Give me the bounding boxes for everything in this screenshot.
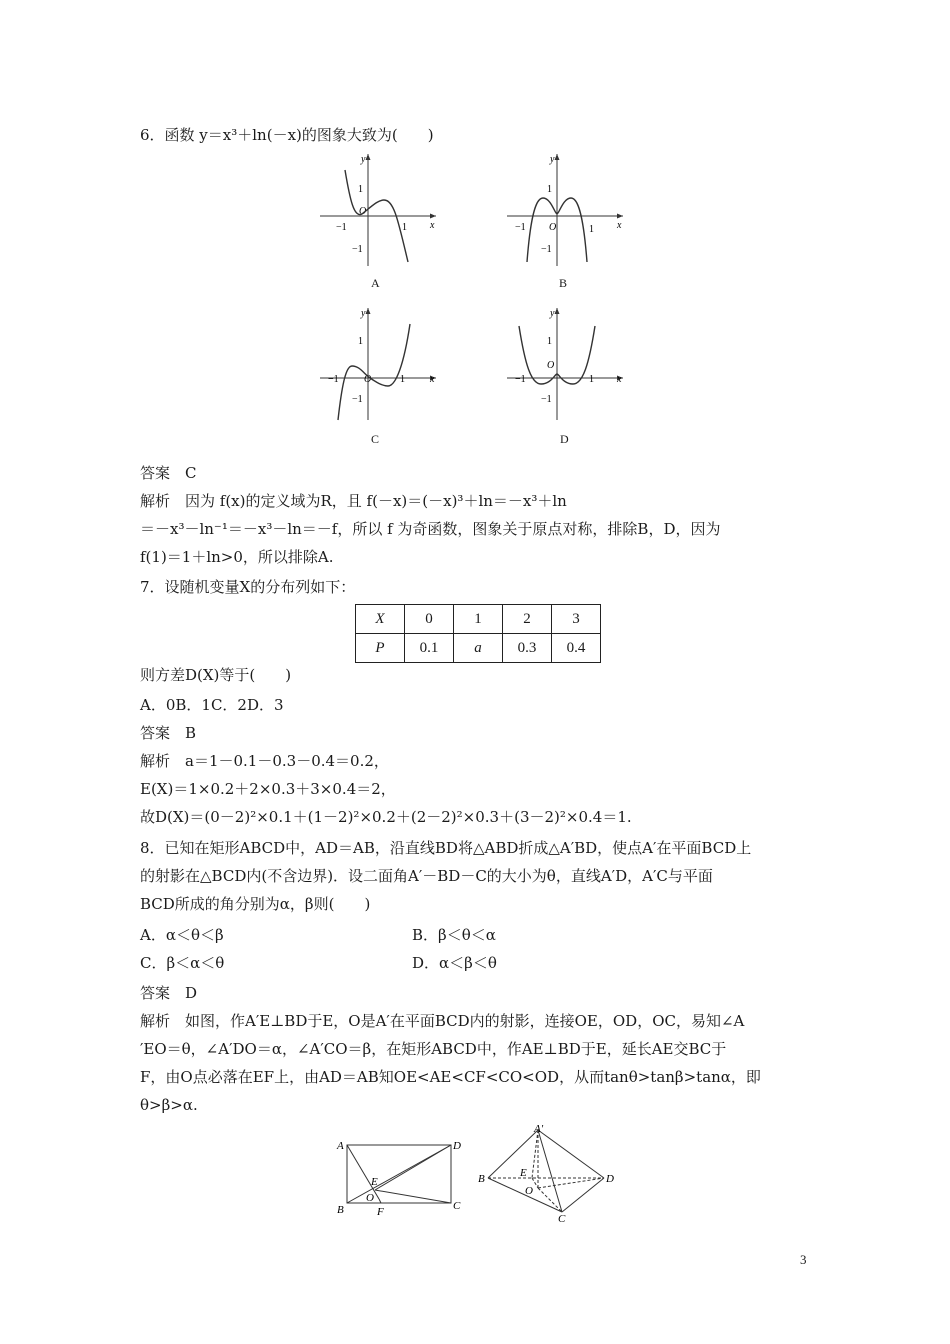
table-cell: 1 (454, 605, 503, 634)
table-cell: X (356, 605, 405, 634)
figure-label: D (453, 1140, 461, 1152)
figure-label: −1 (515, 222, 526, 233)
figure-label: E (520, 1167, 527, 1179)
figure-label: O (549, 222, 557, 233)
figure-label: −1 (328, 374, 339, 385)
figure-label: B (478, 1173, 485, 1185)
q8-analysis-3: F，由O点必落在EF上，由AD＝AB知OE<AE<CF<CO<OD，从而tanθ>tanβ>tanα，即 (140, 1068, 761, 1086)
table-cell: 0.3 (503, 634, 552, 663)
figure-label: −1 (541, 394, 552, 405)
table-cell: 0.1 (405, 634, 454, 663)
figure-label: 1 (400, 374, 405, 385)
q8-stem-2: 的射影在△BCD内(不含边界)．设二面角A′－BD－C的大小为θ，直线A′D，A′C与平面 (140, 867, 713, 885)
figure-label: 1 (547, 184, 552, 195)
table-cell: a (454, 634, 503, 663)
figure-label: B (337, 1204, 344, 1216)
q8-analysis-1: 解析 如图，作A′E⊥BD于E，O是A′在平面BCD内的射影，连接OE，OD，OC，易知∠A (140, 1012, 745, 1030)
table-cell: 2 (503, 605, 552, 634)
figure-label: y (361, 308, 366, 319)
figure-label: −1 (352, 244, 363, 255)
figure-label: A (337, 1140, 344, 1152)
table-cell: 3 (552, 605, 601, 634)
q7-ask: 则方差D(X)等于( ) (140, 666, 292, 684)
figure-label: E (371, 1176, 378, 1188)
q8-stem-1: 8．已知在矩形ABCD中，AD＝AB，沿直线BD将△ABD折成△A′BD，使点A′在平面BCD上 (140, 839, 752, 857)
table-row (356, 605, 601, 634)
q7-analysis-3: 故D(X)＝(0－2)²×0.1＋(1－2)²×0.2＋(2－2)²×0.3＋(3－2)²×0.4＝1. (140, 808, 632, 826)
graph-b (505, 150, 627, 268)
figure-label: O (547, 360, 555, 371)
q7-stem: 7．设随机变量X的分布列如下： (140, 578, 356, 596)
table-row (356, 634, 601, 663)
figure-label: O (364, 374, 372, 385)
figure-label: 1 (358, 184, 363, 195)
figure-label: −1 (336, 222, 347, 233)
q6-analysis-2: ＝－x³－ln⁻¹＝－x³－ln＝－f，所以 f 为奇函数，图象关于原点对称，排除B，D，因为 (140, 520, 721, 538)
figure-label: −1 (541, 244, 552, 255)
figure-label: x (430, 374, 435, 385)
pyramid-figure (478, 1122, 620, 1222)
figure-label: −1 (352, 394, 363, 405)
figure-label: O (359, 206, 367, 217)
figure-label: 1 (402, 222, 407, 233)
page-number: 3 (800, 1252, 807, 1267)
q7-answer: 答案 B (140, 724, 197, 742)
figure-label: y (550, 154, 555, 165)
axis-x-label: x (430, 220, 435, 231)
figure-label: C (453, 1200, 461, 1212)
figure-label: A′ (534, 1123, 544, 1135)
figure-label: D (606, 1173, 614, 1185)
table-cell: 0 (405, 605, 454, 634)
figure-label: x (617, 374, 622, 385)
q8-option-c: C．β＜α＜θ (140, 954, 225, 972)
graph-a-caption: A (371, 276, 380, 290)
figure-label: 1 (358, 336, 363, 347)
figure-label: 1 (589, 374, 594, 385)
q6-stem: 6．函数 y＝x³＋ln(－x)的图象大致为( ) (140, 126, 434, 144)
distribution-table (355, 604, 601, 663)
q8-stem-3: BCD所成的角分别为α，β则( ) (140, 895, 371, 913)
table-cell: 0.4 (552, 634, 601, 663)
q8-option-a: A．α＜θ＜β (140, 926, 224, 944)
q8-answer: 答案 D (140, 984, 198, 1002)
q6-analysis-1: 解析 因为 f(x)的定义域为R，且 f(－x)＝(－x)³＋ln＝－x³＋ln (140, 492, 567, 510)
figure-label: O (525, 1185, 533, 1197)
q8-analysis-2: ′EO＝θ，∠A′DO＝α，∠A′CO＝β，在矩形ABCD中，作AE⊥BD于E，延长AE交BC于 (140, 1040, 727, 1058)
figure-label: O (366, 1192, 374, 1204)
q7-analysis-2: E(X)＝1×0.2＋2×0.3＋3×0.4＝2， (140, 780, 396, 798)
figure-label: F (377, 1206, 384, 1218)
graph-d-caption: D (560, 432, 569, 446)
graph-c-caption: C (371, 432, 380, 446)
table-cell: P (356, 634, 405, 663)
q8-option-b: B．β＜θ＜α (412, 926, 496, 944)
figure-label: 1 (547, 336, 552, 347)
graph-b-caption: B (559, 276, 568, 290)
q6-answer: 答案 C (140, 464, 197, 482)
figure-label: C (558, 1213, 566, 1222)
q7-options: A．0B．1C．2D．3 (140, 696, 284, 714)
graph-a (318, 150, 440, 268)
figure-label: y (550, 308, 555, 319)
graph-d (505, 304, 627, 422)
rectangle-figure (335, 1135, 465, 1220)
figure-label: −1 (515, 374, 526, 385)
q8-analysis-4: θ>β>α. (140, 1096, 198, 1114)
q6-analysis-3: f(1)＝1＋ln>0，所以排除A. (140, 548, 334, 566)
q8-option-d: D．α＜β＜θ (412, 954, 497, 972)
figure-label: x (617, 220, 622, 231)
figure-label: 1 (589, 224, 594, 235)
axis-y-label: y (361, 154, 366, 165)
q7-analysis-1: 解析 a＝1－0.1－0.3－0.4＝0.2， (140, 752, 389, 770)
graph-c (318, 304, 440, 422)
